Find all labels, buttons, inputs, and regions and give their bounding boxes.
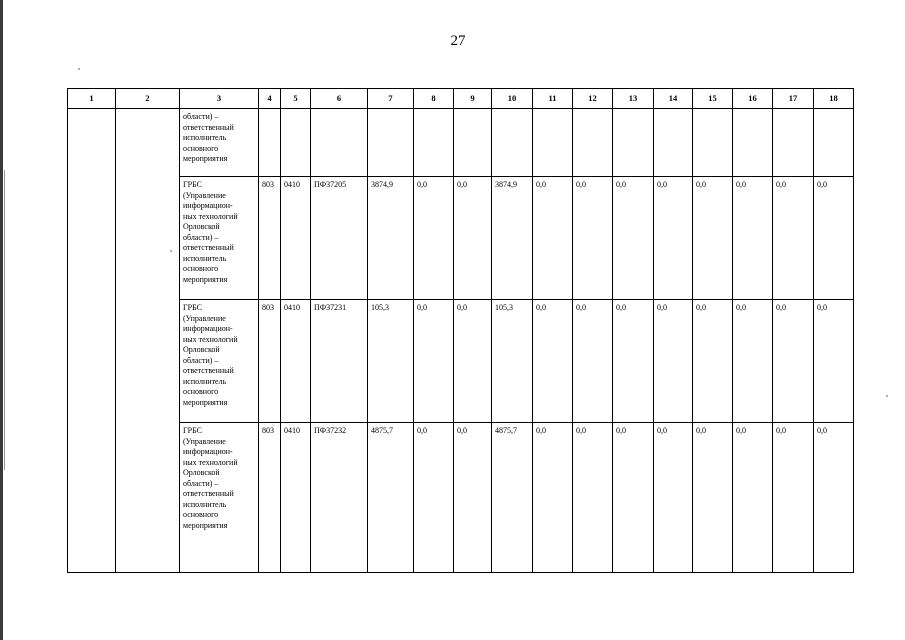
section-code-cell: 0410	[281, 300, 311, 423]
value-cell: 3874,9	[368, 177, 414, 300]
header-cell: 12	[573, 89, 613, 109]
table-row	[68, 423, 854, 573]
value-cell: 0,0	[573, 300, 613, 423]
text-line: мероприятия	[183, 274, 228, 284]
header-cell: 5	[281, 89, 311, 109]
text-line: основного	[183, 143, 219, 153]
header-cell: 6	[311, 89, 368, 109]
table-row	[68, 177, 854, 300]
header-cell: 11	[533, 89, 573, 109]
header-cell: 7	[368, 89, 414, 109]
value-cell: 3874,9	[492, 177, 533, 300]
value-cell: 0,0	[533, 300, 573, 423]
text-line: основного	[183, 264, 219, 273]
text-line: ГРБС	[183, 426, 202, 435]
value-cell: 0,0	[454, 300, 492, 423]
text-line: информацион-	[183, 447, 233, 456]
table-row	[68, 300, 854, 423]
value-cell: 0,0	[454, 177, 492, 300]
text-line: области) –	[183, 355, 219, 365]
header-cell: 14	[654, 89, 693, 109]
ministry-code-cell: 803	[259, 300, 281, 423]
value-cell: 0,0	[654, 423, 693, 573]
text-line: Орловской	[183, 345, 220, 354]
scan-border-secondary	[4, 170, 5, 470]
value-cell: 105,3	[368, 300, 414, 423]
col2-merged-cell	[116, 109, 180, 573]
header-cell: 10	[492, 89, 533, 109]
text-line: области) –	[183, 478, 219, 488]
text-line: мероприятия	[183, 520, 228, 530]
text-line: мероприятия	[183, 397, 228, 407]
value-cell: 0,0	[613, 177, 654, 300]
value-cell: 4875,7	[492, 423, 533, 573]
value-cell: 0,0	[654, 300, 693, 423]
text-line: (Управление	[183, 190, 226, 200]
section-code-cell: 0410	[281, 423, 311, 573]
target-article-cell: ПФ37231	[311, 300, 368, 423]
value-cell: 0,0	[693, 423, 733, 573]
page-number: 27	[450, 33, 466, 49]
value-cell: 0,0	[533, 177, 573, 300]
target-article-cell: ПФ37205	[311, 177, 368, 300]
target-article-cell: ПФ37232	[311, 423, 368, 573]
header-cell: 13	[613, 89, 654, 109]
value-cell: 0,0	[573, 423, 613, 573]
value-cell: 0,0	[533, 423, 573, 573]
header-cell: 4	[259, 89, 281, 109]
text-line: информацион-	[183, 201, 233, 210]
header-cell: 9	[454, 89, 492, 109]
value-cell: 0,0	[773, 300, 814, 423]
scan-speck	[886, 395, 888, 397]
text-line: ответственный	[183, 489, 234, 498]
text-line: ответственный	[183, 243, 234, 252]
ministry-code-cell: 803	[259, 423, 281, 573]
ministry-code-cell: 803	[259, 177, 281, 300]
value-cell: 0,0	[414, 423, 454, 573]
value-cell: 0,0	[814, 423, 854, 573]
responsible-cell	[180, 300, 259, 423]
header-cell: 3	[180, 89, 259, 109]
text-line: (Управление	[183, 436, 226, 446]
value-cell: 0,0	[733, 177, 773, 300]
section-code-cell: 0410	[281, 177, 311, 300]
text-line: ГРБС	[183, 303, 202, 312]
value-cell: 0,0	[773, 177, 814, 300]
text-line: (Управление	[183, 313, 226, 323]
value-cell: 0,0	[814, 300, 854, 423]
text-line: области) –	[183, 232, 219, 242]
value-cell: 0,0	[733, 300, 773, 423]
header-cell: 2	[116, 89, 180, 109]
text-line: Орловской	[183, 222, 220, 231]
value-cell: 0,0	[693, 300, 733, 423]
header-cell: 16	[733, 89, 773, 109]
text-line: основного	[183, 387, 219, 396]
value-cell: 0,0	[454, 423, 492, 573]
value-cell: 0,0	[573, 177, 613, 300]
text-line: исполнитель	[183, 376, 227, 386]
value-cell: 0,0	[733, 423, 773, 573]
header-cell: 15	[693, 89, 733, 109]
value-cell: 0,0	[654, 177, 693, 300]
text-line: мероприятия	[183, 154, 228, 163]
budget-table	[67, 88, 854, 573]
responsible-cell	[180, 177, 259, 300]
responsible-cell	[180, 423, 259, 573]
text-line: ных технологий	[183, 457, 238, 467]
scan-border	[0, 0, 3, 640]
value-cell: 0,0	[613, 300, 654, 423]
value-cell: 0,0	[613, 423, 654, 573]
col1-merged-cell	[68, 109, 116, 573]
header-cell: 17	[773, 89, 814, 109]
text-line: исполнитель	[183, 133, 227, 142]
value-cell: 0,0	[414, 177, 454, 300]
header-row	[68, 89, 854, 109]
text-line: основного	[183, 510, 219, 519]
text-line: области) –	[183, 112, 219, 121]
text-line: информацион-	[183, 324, 233, 333]
text-line: ГРБС	[183, 180, 202, 189]
text-line: исполнитель	[183, 499, 227, 509]
header-cell: 18	[814, 89, 854, 109]
text-line: ных технологий	[183, 334, 238, 344]
value-cell: 0,0	[773, 423, 814, 573]
value-cell: 0,0	[414, 300, 454, 423]
value-cell: 0,0	[693, 177, 733, 300]
text-line: исполнитель	[183, 253, 227, 263]
value-cell: 0,0	[814, 177, 854, 300]
text-line: ных технологий	[183, 211, 238, 221]
text-line: ответственный	[183, 122, 234, 132]
continuation-row	[68, 109, 854, 177]
text-line: Орловской	[183, 468, 220, 477]
scan-speck	[78, 68, 80, 70]
value-cell: 105,3	[492, 300, 533, 423]
header-cell: 1	[68, 89, 116, 109]
value-cell: 4875,7	[368, 423, 414, 573]
header-cell: 8	[414, 89, 454, 109]
text-line: ответственный	[183, 366, 234, 375]
responsible-cell	[180, 109, 259, 177]
